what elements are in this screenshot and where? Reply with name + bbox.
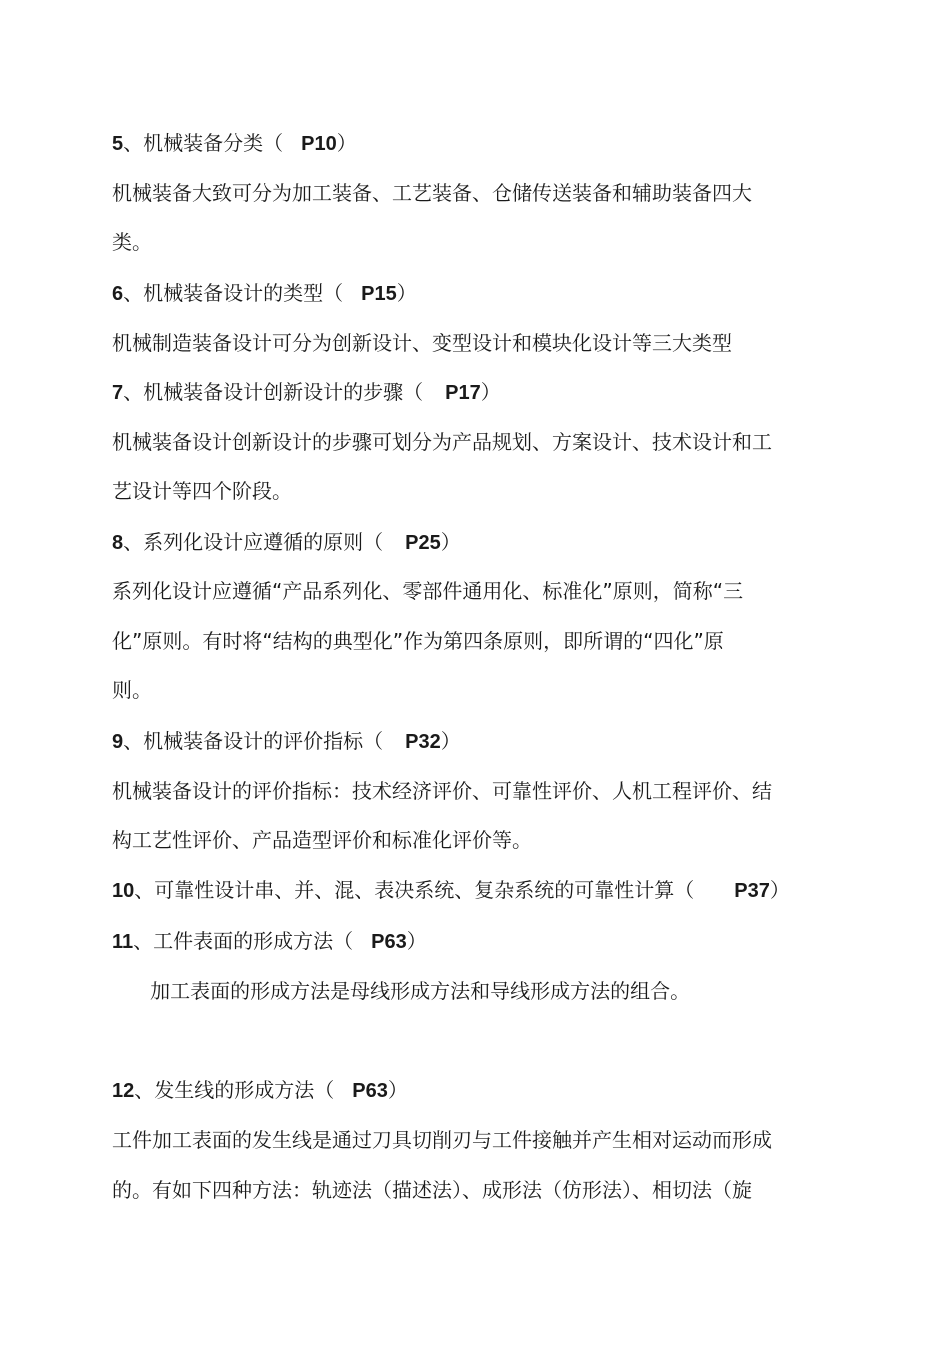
question-close: ） xyxy=(440,729,461,753)
question-heading xyxy=(112,928,427,955)
page-reference: P15 xyxy=(361,283,397,305)
question-close: ） xyxy=(769,878,790,902)
page-reference: P25 xyxy=(405,532,441,554)
answer-line: 工件加工表面的发生线是通过刀具切削刃与工件接触并产生相对运动而形成 xyxy=(112,1128,772,1152)
page-reference: P63 xyxy=(352,1080,388,1102)
question-number: 10 xyxy=(112,880,135,902)
question-number: 12 xyxy=(112,1080,135,1102)
page-reference: P17 xyxy=(445,382,481,404)
question-title: 、系列化设计应遵循的原则（ xyxy=(123,530,384,554)
answer-line: 系列化设计应遵循“产品系列化、零部件通用化、标准化”原则，简称“三 xyxy=(112,579,744,603)
question-title: 、工件表面的形成方法（ xyxy=(133,929,354,953)
answer-line: 机械装备设计创新设计的步骤可划分为产品规划、方案设计、技术设计和工 xyxy=(112,430,772,454)
question-number: 6 xyxy=(112,283,124,305)
question-title: 、机械装备设计创新设计的步骤（ xyxy=(123,380,424,404)
question-title: 、机械装备设计的类型（ xyxy=(123,281,344,305)
question-number: 8 xyxy=(112,532,124,554)
question-number: 7 xyxy=(112,382,124,404)
question-close: ） xyxy=(387,1078,408,1102)
answer-line: 的。有如下四种方法：轨迹法（描述法）、成形法（仿形法）、相切法（旋 xyxy=(112,1178,752,1202)
question-heading xyxy=(112,728,461,755)
question-close: ） xyxy=(480,380,501,404)
question-close: ） xyxy=(406,929,427,953)
question-heading xyxy=(112,1077,408,1104)
page-reference: P63 xyxy=(371,931,407,953)
answer-line: 构工艺性评价、产品造型评价和标准化评价等。 xyxy=(112,828,532,852)
question-heading xyxy=(112,877,790,904)
question-title: 、可靠性设计串、并、混、表决系统、复杂系统的可靠性计算（ xyxy=(134,878,695,902)
question-heading xyxy=(112,280,417,307)
question-close: ） xyxy=(336,131,357,155)
question-number: 5 xyxy=(112,133,124,155)
question-number: 9 xyxy=(112,731,124,753)
question-close: ） xyxy=(396,281,417,305)
question-heading xyxy=(112,529,461,556)
answer-line: 机械装备设计的评价指标：技术经济评价、可靠性评价、人机工程评价、结 xyxy=(112,779,772,803)
page-reference: P37 xyxy=(734,880,770,902)
answer-line: 机械制造装备设计可分为创新设计、变型设计和模块化设计等三大类型 xyxy=(112,331,732,355)
question-number: 11 xyxy=(112,931,134,953)
answer-line: 化”原则。有时将“结构的典型化”作为第四条原则，即所谓的“四化”原 xyxy=(112,629,724,653)
question-title: 、发生线的形成方法（ xyxy=(134,1078,335,1102)
answer-line: 机械装备大致可分为加工装备、工艺装备、仓储传送装备和辅助装备四大 xyxy=(112,181,752,205)
answer-line: 类。 xyxy=(112,230,152,254)
answer-line: 则。 xyxy=(112,678,152,702)
question-title: 、机械装备设计的评价指标（ xyxy=(123,729,384,753)
question-title: 、机械装备分类（ xyxy=(123,131,284,155)
question-close: ） xyxy=(440,530,461,554)
question-heading xyxy=(112,379,501,406)
page-reference: P10 xyxy=(301,133,337,155)
question-heading xyxy=(112,130,357,157)
answer-line: 加工表面的形成方法是母线形成方法和导线形成方法的组合。 xyxy=(112,979,691,1003)
answer-line: 艺设计等四个阶段。 xyxy=(112,479,292,503)
page-reference: P32 xyxy=(405,731,441,753)
